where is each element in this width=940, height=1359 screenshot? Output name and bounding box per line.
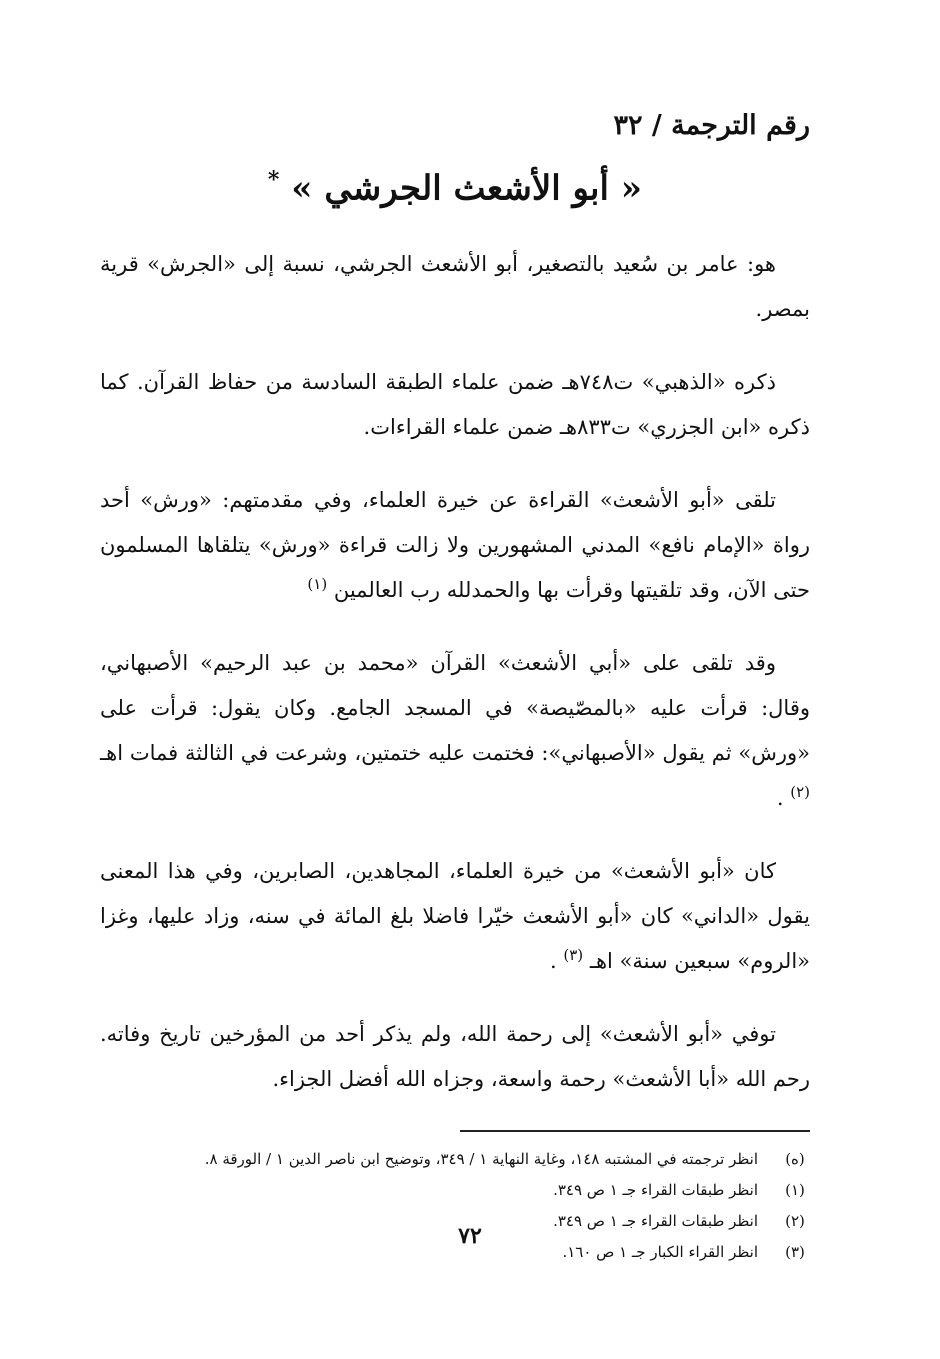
footnote-item bbox=[100, 1175, 810, 1206]
title-text: « أبو الأشعث الجرشي » bbox=[291, 168, 643, 209]
paragraph-5: كان «أبو الأشعث» من خيرة العلماء، المجاهدين، الصابرين، وفي هذا المعنى يقول «الداني» كان «أبو الأشعث خيّرا فاضلا بلغ المائة في سنه، وزاد عليها، وغزا «الروم» سبعين سنة» اهـ $^{(٣)}$ . bbox=[100, 859, 810, 974]
footnote-text: انظر القراء الكبار جـ ١ ص ١٦٠. bbox=[562, 1243, 758, 1262]
footnote-text: انظر طبقات القراء جـ ١ ص ٣٤٩. bbox=[553, 1212, 758, 1231]
footnote-number: (ه) bbox=[785, 1150, 805, 1169]
paragraph-1: هو: عامر بن سُعيد بالتصغير، أبو الأشعث الجرشي، نسبة إلى «الجرش» قرية بمصر. bbox=[100, 252, 810, 322]
paragraph-4: وقد تلقى على «أبي الأشعث» القرآن «محمد بن عبد الرحيم» الأصبهاني، وقال: قرأت عليه «بالمصّيصة» في المسجد الجامع. وكان يقول: قرأت على «ورش» ثم يقول «الأصبهاني»: فختمت عليه ختمتين، وشرعت في الثالثة فمات اهـ $^{(٢)}$ . bbox=[100, 651, 810, 811]
footnote-ref-1[interactable]: (١) bbox=[307, 575, 328, 594]
footnote-number: (٣) bbox=[785, 1243, 805, 1262]
footnote-divider bbox=[460, 1130, 810, 1132]
paragraph-3: تلقى «أبو الأشعث» القراءة عن خيرة العلماء، وفي مقدمتهم: «ورش» أحد رواة «الإمام نافع» المدني المشهورين ولا زالت قراءة «ورش» يتلقاها المسلمون حتى الآن، وقد تلقيتها وقرأت بها والحمدلله رب العالمين $^{(١)}$ bbox=[100, 488, 811, 603]
page-title bbox=[100, 167, 810, 208]
paragraph-2: ذكره «الذهبي» ت٧٤٨هـ ضمن علماء الطبقة السادسة من حفاظ القرآن. كما ذكره «ابن الجزري» ت٨٣٣هـ ضمن علماء القراءات. bbox=[100, 370, 810, 440]
footnote-number: (١) bbox=[785, 1181, 805, 1200]
footnote-text: انظر طبقات القراء جـ ١ ص ٣٤٩. bbox=[553, 1181, 758, 1200]
entry-number: رقم الترجمة / ٣٢ bbox=[613, 110, 810, 141]
footnote-item bbox=[100, 1144, 810, 1175]
footnote-text: انظر ترجمته في المشتبه ١٤٨، وغاية النهاية ١ / ٣٤٩، وتوضيح ابن ناصر الدين ١ / الورقة ٨. bbox=[204, 1150, 758, 1169]
footnote-number: (٢) bbox=[785, 1212, 805, 1231]
body-text bbox=[100, 242, 810, 1102]
footnote-ref-2[interactable]: (٢) bbox=[790, 783, 810, 802]
title-footnote-mark: * bbox=[267, 167, 280, 193]
page-number: ٧٢ bbox=[458, 1223, 482, 1249]
footnote-ref-3[interactable]: (٣) bbox=[563, 946, 584, 965]
paragraph-6: توفي «أبو الأشعث» إلى رحمة الله، ولم يذكر أحد من المؤرخين تاريخ وفاته. رحم الله «أبا الأشعث» رحمة واسعة، وجزاه الله أفضل الجزاء. bbox=[100, 1022, 810, 1092]
footnotes bbox=[100, 1144, 810, 1268]
